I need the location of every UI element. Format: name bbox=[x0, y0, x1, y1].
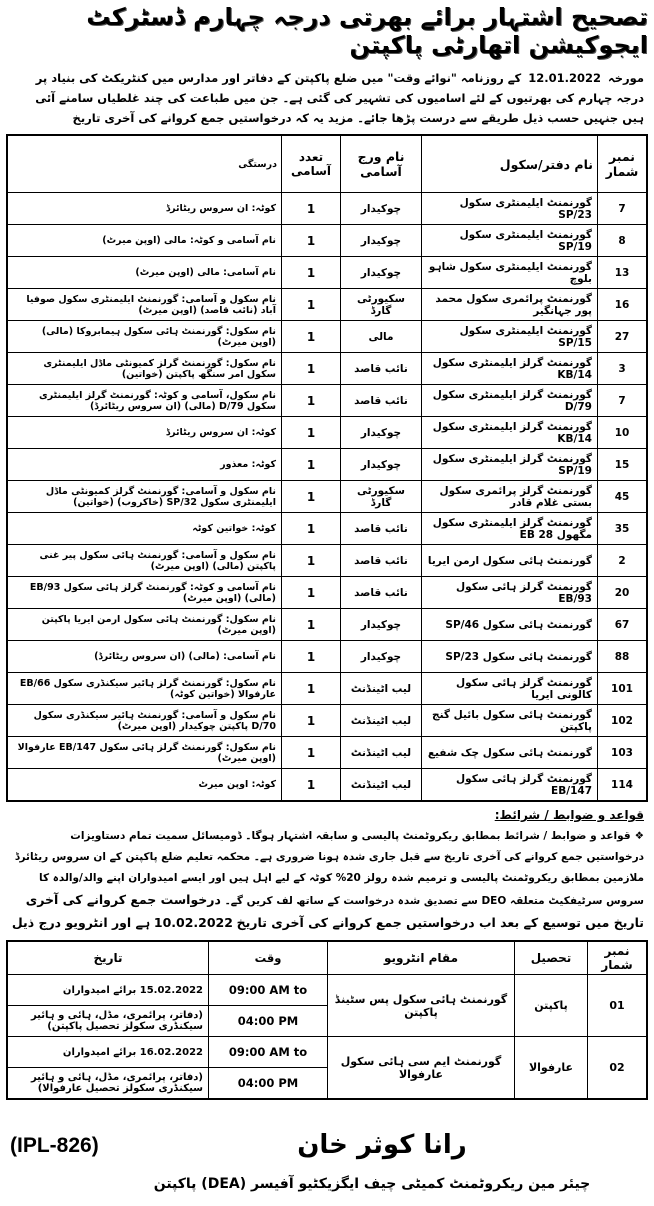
row-post: لیب اٹینڈنٹ bbox=[341, 769, 422, 802]
row-correction: نام سکول و آسامی: گورنمنٹ ہائیر سیکنڈری سکول 70/D پاکپتن چوکیدار (اوپن میرٹ) bbox=[7, 705, 282, 737]
rules-text-3: ہے اور انٹرویو درج ذیل bbox=[11, 915, 151, 930]
row-post: نائب قاصد bbox=[341, 545, 422, 577]
row-correction: کوٹہ: ان سروس ریٹائرڈ bbox=[7, 193, 282, 225]
row-school: گورنمنٹ ہائی سکول ارمن ایریا bbox=[422, 545, 598, 577]
row-count: 1 bbox=[282, 545, 341, 577]
row-serial: 114 bbox=[598, 769, 648, 802]
intro-date: 12.01.2022 bbox=[528, 71, 601, 85]
interview-time-from: 09:00 AM to bbox=[209, 1037, 328, 1068]
interview-venue: گورنمنٹ ہائی سکول پس سٹینڈ پاکپتن bbox=[328, 975, 515, 1037]
interview-header-venue: مقام انٹرویو bbox=[328, 941, 515, 975]
row-count: 1 bbox=[282, 673, 341, 705]
interview-date: 16.02.2022 bbox=[139, 1046, 203, 1058]
row-correction: کوٹہ: اوپن میرٹ bbox=[7, 769, 282, 802]
diamond-bullet-icon: ❖ bbox=[634, 830, 644, 842]
row-serial: 15 bbox=[598, 449, 648, 481]
rules-paragraph bbox=[6, 826, 648, 934]
row-school: گورنمنٹ ایلیمنٹری سکول 15/SP bbox=[422, 321, 598, 353]
row-serial: 10 bbox=[598, 417, 648, 449]
row-post: سکیورٹی گارڈ bbox=[341, 289, 422, 321]
interview-header-tehsil: تحصیل bbox=[515, 941, 588, 975]
header-school: نام دفتر/سکول bbox=[422, 135, 598, 193]
row-post: نائب قاصد bbox=[341, 577, 422, 609]
interview-tehsil: پاکپتن bbox=[515, 975, 588, 1037]
table-row bbox=[7, 193, 647, 225]
row-count: 1 bbox=[282, 513, 341, 545]
advertisement-page bbox=[0, 3, 654, 1206]
row-correction: نام آسامی: مالی (اوپن میرٹ) bbox=[7, 257, 282, 289]
interview-row bbox=[7, 1037, 647, 1068]
row-post: مالی bbox=[341, 321, 422, 353]
row-count: 1 bbox=[282, 289, 341, 321]
row-correction: نام آسامی: (مالی) (ان سروس ریٹائرڈ) bbox=[7, 641, 282, 673]
row-school: گورنمنٹ گرلز ہائی سکول 147/EB bbox=[422, 769, 598, 802]
row-post: چوکیدار bbox=[341, 193, 422, 225]
row-school: گورنمنٹ گرلز ایلیمنٹری سکول 14/KB bbox=[422, 353, 598, 385]
signer-designation: چیئر مین ریکروٹمنٹ کمیٹی چیف ایگزیکٹیو آفیسر (DEA) پاکپتن bbox=[153, 1176, 591, 1192]
interview-for: برائے امیدواران bbox=[62, 1046, 137, 1058]
interview-header-serial: نمبر شمار bbox=[588, 941, 648, 975]
table-row bbox=[7, 641, 647, 673]
row-serial: 3 bbox=[598, 353, 648, 385]
table-row bbox=[7, 225, 647, 257]
header-post: نام ورج آسامی bbox=[341, 135, 422, 193]
table-row bbox=[7, 417, 647, 449]
row-count: 1 bbox=[282, 449, 341, 481]
row-count: 1 bbox=[282, 385, 341, 417]
row-school: گورنمنٹ گرلز ایلیمنٹری سکول 19/SP bbox=[422, 449, 598, 481]
row-post: چوکیدار bbox=[341, 609, 422, 641]
row-school: گورنمنٹ ایلیمنٹری سکول 23/SP bbox=[422, 193, 598, 225]
interview-date: 15.02.2022 bbox=[139, 984, 203, 996]
row-count: 1 bbox=[282, 577, 341, 609]
row-post: لیب اٹینڈنٹ bbox=[341, 673, 422, 705]
row-correction: نام سکول، آسامی و کوٹہ: گورنمنٹ گرلز ایلیمنٹری سکول 79/D (مالی) (ان سروس ریٹائرڈ) bbox=[7, 385, 282, 417]
table-row bbox=[7, 705, 647, 737]
row-school: گورنمنٹ ہائی سکول بائیل گنج پاکپتن bbox=[422, 705, 598, 737]
row-school: گورنمنٹ گرلز ایلیمنٹری سکول مگھول EB 28 bbox=[422, 513, 598, 545]
interview-detail: (دفاتر، پرائمری، مڈل، ہائی و ہائیر سیکنڈری سکولز تحصیل پاکپتن) bbox=[7, 1006, 209, 1037]
interview-time-from: 09:00 AM to bbox=[209, 975, 328, 1006]
row-school: گورنمنٹ گرلز ایلیمنٹری سکول 79/D bbox=[422, 385, 598, 417]
intro-paragraph bbox=[6, 56, 648, 128]
interview-date-cell bbox=[7, 1037, 209, 1068]
intro-text-2: کے روزنامہ "نوائے وقت" میں ضلع پاکپتن کے دفاتر اور مدارس میں کنٹریکٹ کی بنیاد پر درجہ چہارم کی بھرتیوں کے لئے اسامیوں کی تشہیر کی گئی ہے۔ جن میں طباعت کی چند غلطیاں سامنے آئی ہیں جنہیں حسب ذیل طریقے سے درست پڑھا جائے۔ مزید یہ کہ درخواستیں جمع کروانے کی آخری تاریخ bbox=[35, 71, 644, 125]
row-serial: 2 bbox=[598, 545, 648, 577]
corrections-table bbox=[6, 134, 648, 802]
row-school: گورنمنٹ گرلز پرائمری سکول بستی غلام قادر bbox=[422, 481, 598, 513]
row-post: نائب قاصد bbox=[341, 513, 422, 545]
row-count: 1 bbox=[282, 705, 341, 737]
row-school: گورنمنٹ ہائی سکول 23/SP bbox=[422, 641, 598, 673]
interview-for: برائے امیدواران bbox=[62, 984, 137, 996]
table-row bbox=[7, 289, 647, 321]
interview-row bbox=[7, 975, 647, 1006]
row-serial: 102 bbox=[598, 705, 648, 737]
row-serial: 45 bbox=[598, 481, 648, 513]
row-post: نائب قاصد bbox=[341, 385, 422, 417]
row-count: 1 bbox=[282, 225, 341, 257]
table-row bbox=[7, 481, 647, 513]
row-count: 1 bbox=[282, 257, 341, 289]
row-correction: نام سکول: گورنمنٹ گرلز ہائیر سیکنڈری سکول 66/EB عارفوالا (خواتین کوٹہ) bbox=[7, 673, 282, 705]
row-count: 1 bbox=[282, 417, 341, 449]
rules-text-2: درخواست جمع کروانے کی آخری تاریخ میں توسیع کے بعد اب درخواستیں جمع کروانے کی آخری تاریخ bbox=[25, 892, 644, 930]
rules-heading: قواعد و ضوابط / شرائط: bbox=[494, 808, 644, 822]
row-count: 1 bbox=[282, 321, 341, 353]
table-row bbox=[7, 545, 647, 577]
row-count: 1 bbox=[282, 641, 341, 673]
row-school: گورنمنٹ ہائی سکول چک شفیع bbox=[422, 737, 598, 769]
signer-name: رانا کوثر خان bbox=[297, 1130, 467, 1160]
row-serial: 16 bbox=[598, 289, 648, 321]
interview-header-time: وقت bbox=[209, 941, 328, 975]
row-serial: 7 bbox=[598, 385, 648, 417]
row-serial: 13 bbox=[598, 257, 648, 289]
table-row bbox=[7, 737, 647, 769]
row-correction: نام سکول و آسامی: گورنمنٹ ہائی سکول پیر غنی پاکپتن (مالی) (اوپن میرٹ) bbox=[7, 545, 282, 577]
interview-header-date: تاریخ bbox=[7, 941, 209, 975]
interview-header-row bbox=[7, 941, 647, 975]
table-row bbox=[7, 769, 647, 802]
row-count: 1 bbox=[282, 609, 341, 641]
table-row bbox=[7, 257, 647, 289]
interview-venue: گورنمنٹ ایم سی ہائی سکول عارفوالا bbox=[328, 1037, 515, 1100]
row-school: گورنمنٹ گرلز ہائی سکول 93/EB bbox=[422, 577, 598, 609]
interview-time-to: 04:00 PM bbox=[209, 1006, 328, 1037]
table-row bbox=[7, 385, 647, 417]
row-post: چوکیدار bbox=[341, 417, 422, 449]
interview-date-cell bbox=[7, 975, 209, 1006]
intro-text-1: مورخہ bbox=[608, 71, 644, 85]
row-correction: کوٹہ: معذور bbox=[7, 449, 282, 481]
row-post: چوکیدار bbox=[341, 641, 422, 673]
row-post: چوکیدار bbox=[341, 449, 422, 481]
row-school: گورنمنٹ ایلیمنٹری سکول شاہو بلوچ bbox=[422, 257, 598, 289]
rules-text-1: قواعد و ضوابط / شرائط بمطابق ریکروٹمنٹ پالیسی و سابقہ اشتہار ہوگا۔ ڈومیسائل سمیت تمام دستاویزات درخواستیں جمع کروانے کی آخری تاریخ سے قبل جاری شدہ ہونا ضروری ہے۔ محکمہ تعلیم ضلع پاکپتن کے ان سروس ریٹائرڈ ملازمین بمطابق ریکروٹمنٹ پالیسی و ترمیم شدہ رولز 20% کوٹہ کے لیے اہل ہیں اور ایسے امیدواران اپنے والد/والدہ کا سروس سرٹیفکیٹ متعلقہ DEO سے تصدیق شدہ درخواست کے ساتھ لف کریں گے۔ bbox=[14, 830, 644, 907]
row-correction: کوٹہ: خواتین کوٹہ bbox=[7, 513, 282, 545]
row-post: چوکیدار bbox=[341, 225, 422, 257]
table-row bbox=[7, 449, 647, 481]
ipl-code: (IPL-826) bbox=[10, 1134, 99, 1157]
header-correction: درستگی bbox=[7, 135, 282, 193]
table-row bbox=[7, 321, 647, 353]
corrections-header-row bbox=[7, 135, 647, 193]
header-count: تعدد آسامی bbox=[282, 135, 341, 193]
row-serial: 7 bbox=[598, 193, 648, 225]
table-row bbox=[7, 673, 647, 705]
header-serial: نمبر شمار bbox=[598, 135, 648, 193]
row-correction: نام سکول: گورنمنٹ گرلز ہائی سکول 147/EB عارفوالا (اوپن میرٹ) bbox=[7, 737, 282, 769]
row-school: گورنمنٹ گرلز ہائی سکول کالونی ایریا bbox=[422, 673, 598, 705]
row-serial: 20 bbox=[598, 577, 648, 609]
interview-time-to: 04:00 PM bbox=[209, 1068, 328, 1100]
row-school: گورنمنٹ ہائی سکول 46/SP bbox=[422, 609, 598, 641]
interview-detail: (دفاتر، پرائمری، مڈل، ہائی و ہائیر سیکنڈری سکولز تحصیل عارفوالا) bbox=[7, 1068, 209, 1100]
row-serial: 35 bbox=[598, 513, 648, 545]
table-row bbox=[7, 609, 647, 641]
row-school: گورنمنٹ ایلیمنٹری سکول 19/SP bbox=[422, 225, 598, 257]
row-count: 1 bbox=[282, 481, 341, 513]
row-count: 1 bbox=[282, 769, 341, 802]
interview-serial: 01 bbox=[588, 975, 648, 1037]
table-row bbox=[7, 513, 647, 545]
interview-serial: 02 bbox=[588, 1037, 648, 1100]
row-correction: نام سکول و آسامی: گورنمنٹ گرلز کمیونٹی ماڈل ایلیمنٹری سکول 32/SP (خاکروب) (خواتین) bbox=[7, 481, 282, 513]
row-correction: کوٹہ: ان سروس ریٹائرڈ bbox=[7, 417, 282, 449]
row-count: 1 bbox=[282, 193, 341, 225]
row-school: گورنمنٹ گرلز ایلیمنٹری سکول 14/KB bbox=[422, 417, 598, 449]
row-count: 1 bbox=[282, 737, 341, 769]
row-post: لیب اٹینڈنٹ bbox=[341, 705, 422, 737]
row-serial: 67 bbox=[598, 609, 648, 641]
table-row bbox=[7, 353, 647, 385]
row-post: چوکیدار bbox=[341, 257, 422, 289]
row-correction: نام سکول و آسامی: گورنمنٹ ایلیمنٹری سکول صوفیا آباد (نائب قاصد) (اوپن میرٹ) bbox=[7, 289, 282, 321]
rules-deadline: 10.02.2022 bbox=[153, 915, 233, 930]
row-count: 1 bbox=[282, 353, 341, 385]
row-post: نائب قاصد bbox=[341, 353, 422, 385]
interview-schedule-table bbox=[6, 940, 648, 1100]
row-correction: نام سکول: گورنمنٹ ہائی سکول ہیمابروکا (مالی) (اوپن میرٹ) bbox=[7, 321, 282, 353]
row-correction: نام سکول: گورنمنٹ ہائی سکول ارمن ایریا پاکپتن (اوپن میرٹ) bbox=[7, 609, 282, 641]
row-serial: 8 bbox=[598, 225, 648, 257]
row-correction: نام آسامی و کوٹہ: گورنمنٹ گرلز ہائی سکول 93/EB (مالی) (اوپن میرٹ) bbox=[7, 577, 282, 609]
interview-tehsil: عارفوالا bbox=[515, 1037, 588, 1100]
row-serial: 27 bbox=[598, 321, 648, 353]
footer bbox=[0, 1128, 654, 1206]
row-correction: نام آسامی و کوٹہ: مالی (اوپن میرٹ) bbox=[7, 225, 282, 257]
page-title: تصحیح اشتہار برائے بھرتی درجہ چہارم ڈسٹرکٹ ایجوکیشن اتھارٹی پاکپتن bbox=[86, 3, 648, 59]
row-serial: 88 bbox=[598, 641, 648, 673]
row-school: گورنمنٹ پرائمری سکول محمد پور جہانگیر bbox=[422, 289, 598, 321]
row-post: سکیورٹی گارڈ bbox=[341, 481, 422, 513]
row-serial: 101 bbox=[598, 673, 648, 705]
row-serial: 103 bbox=[598, 737, 648, 769]
table-row bbox=[7, 577, 647, 609]
row-post: لیب اٹینڈنٹ bbox=[341, 737, 422, 769]
row-correction: نام سکول: گورنمنٹ گرلز کمیونٹی ماڈل ایلیمنٹری سکول امر سنگھ پاکپتن (خواتین) bbox=[7, 353, 282, 385]
